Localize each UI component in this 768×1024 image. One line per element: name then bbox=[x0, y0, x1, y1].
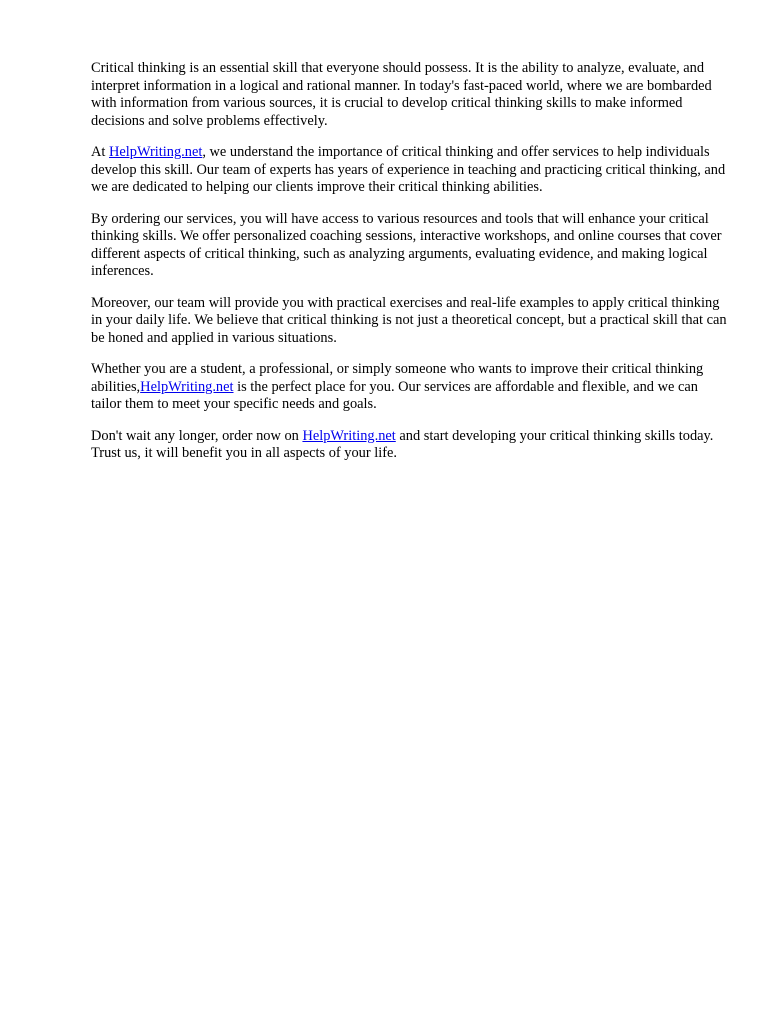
paragraph-call-to-action bbox=[91, 428, 731, 463]
helpwriting-link[interactable]: HelpWriting.net bbox=[302, 427, 396, 444]
helpwriting-link[interactable]: HelpWriting.net bbox=[109, 144, 203, 160]
paragraph-services bbox=[91, 144, 731, 197]
paragraph-audience-text: is the perfect place for you. Our services are affordable and flexible, and we can tailor them to meet your specific needs and goals. bbox=[91, 378, 698, 412]
paragraph-intro bbox=[91, 60, 731, 130]
paragraph-exercises-text: Moreover, our team will provide you with practical exercises and real-life examples to apply critical thinking in your daily life. We believe that critical thinking is not just a theoretical concept, but a practical skill that can be honed and applied in various situations. bbox=[91, 294, 727, 346]
paragraph-intro-text: Critical thinking is an essential skill that everyone should possess. It is the ability to analyze, evaluate, and interpret information in a logical and rational manner. In today's fast-paced world, where we are bombarded with information from various sources, it is crucial to develop critical thinking skills to make informed decisions and solve problems effectively. bbox=[91, 60, 712, 129]
document-body bbox=[91, 60, 731, 477]
paragraph-audience-lead: Whether you are a student, a professional, or simply someone who wants to improve their critical thinking abilities, bbox=[91, 361, 704, 395]
paragraph-resources bbox=[91, 211, 731, 281]
helpwriting-link[interactable]: HelpWriting.net bbox=[140, 378, 234, 395]
paragraph-exercises bbox=[91, 295, 731, 348]
paragraph-audience bbox=[91, 361, 731, 414]
paragraph-resources-text: By ordering our services, you will have access to various resources and tools that will enhance your critical thinking skills. We offer personalized coaching sessions, interactive workshops, and online courses that cover different aspects of critical thinking, such as analyzing arguments, evaluating evidence, and making logical inferences. bbox=[91, 210, 722, 279]
paragraph-call-to-action-text: and start developing your critical thinking skills today. Trust us, it will benefit you in all aspects of your life. bbox=[91, 427, 714, 461]
paragraph-call-to-action-lead: Don't wait any longer, order now on bbox=[91, 427, 303, 444]
paragraph-services-text: , we understand the importance of critical thinking and offer services to help individuals develop this skill. Our team of experts has years of experience in teaching and practicing critical thinking, and we are dedicated to helping our clients improve their critical thinking abilities. bbox=[91, 144, 726, 195]
paragraph-services-lead: At bbox=[91, 144, 109, 160]
